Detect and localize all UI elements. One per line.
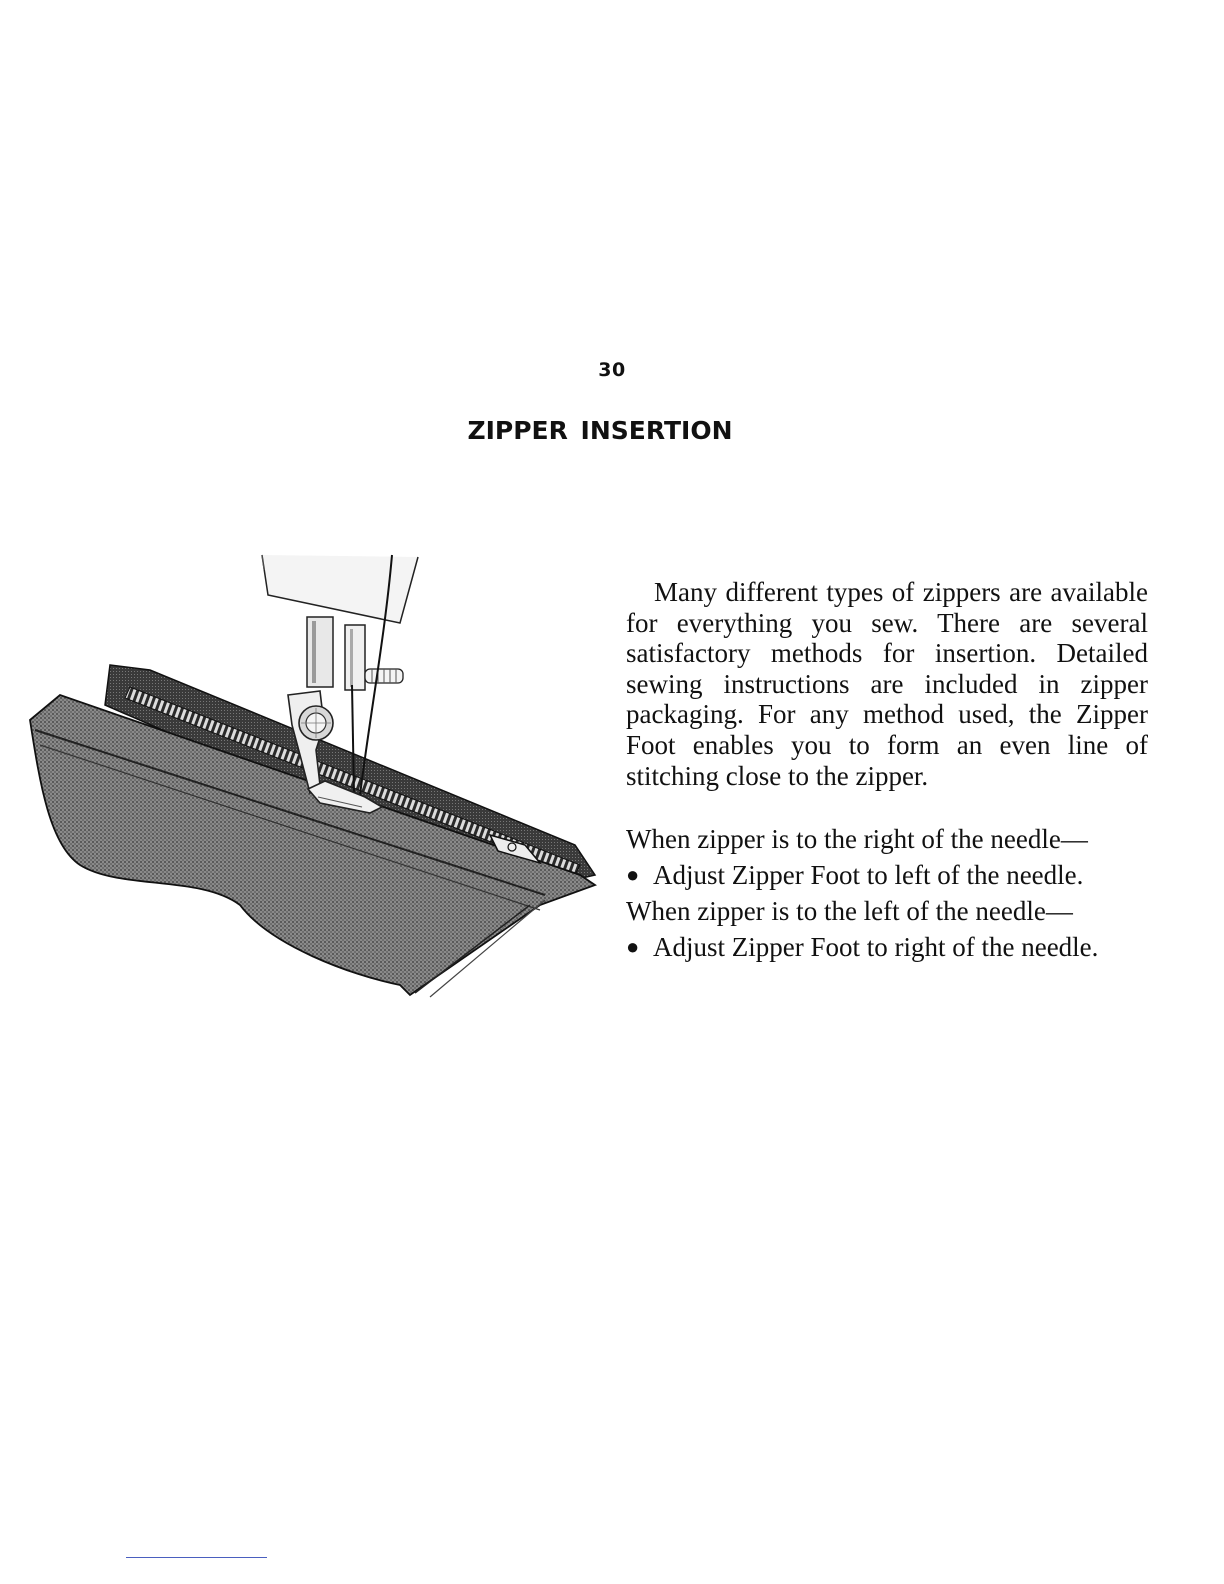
condition-right: When zipper is to the right of the needle—	[626, 824, 1088, 855]
page-title: ZIPPER INSERTION	[467, 416, 733, 445]
zipper-foot-illustration	[20, 545, 610, 1005]
condition-left: When zipper is to the left of the needle—	[626, 896, 1073, 927]
bullet-icon: ●	[626, 934, 640, 960]
instructions-text	[626, 577, 1148, 965]
intro-paragraph: Many different types of zippers are available for everything you sew. There are several satisfactory methods for insertion. Detailed sewing instructions are included in zipper packaging. For any method used, the Zipper Foot enables you to form an even line of stitching close to the zipper.	[626, 577, 1148, 791]
sewing-machine-zipper-foot-icon	[20, 545, 610, 1005]
instruction-item	[626, 857, 1148, 893]
footnote-divider	[126, 1557, 267, 1558]
action-right: Adjust Zipper Foot to right of the needle.	[653, 932, 1099, 963]
page-number: 30	[598, 359, 626, 381]
instruction-item	[626, 929, 1148, 965]
bullet-icon: ●	[626, 862, 640, 888]
action-left: Adjust Zipper Foot to left of the needle.	[653, 860, 1084, 891]
